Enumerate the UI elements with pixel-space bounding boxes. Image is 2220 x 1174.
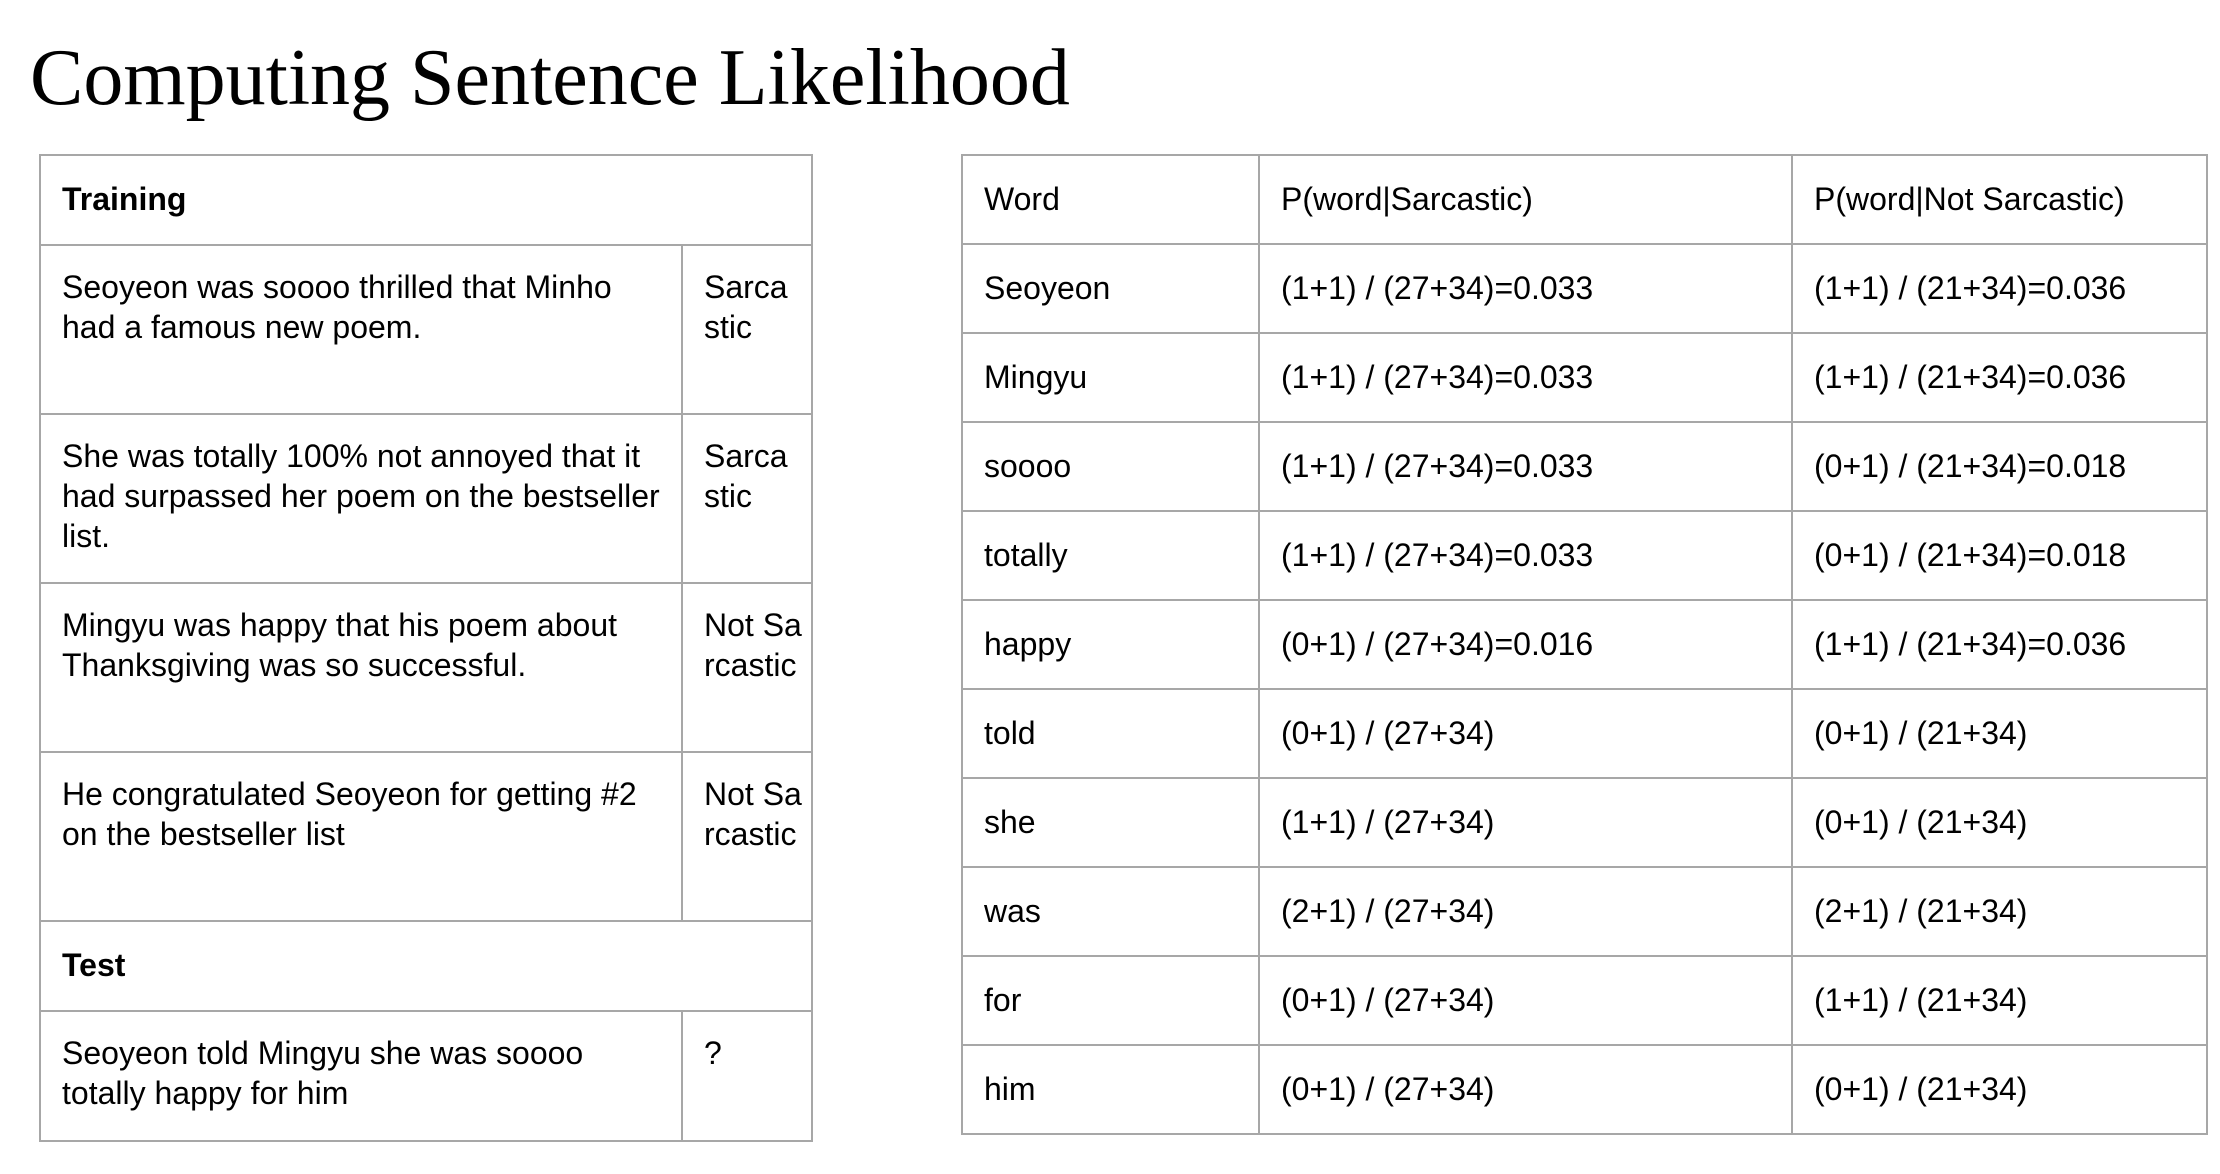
sentence-cell: She was totally 100% not annoyed that it had surpassed her poem on the bestseller list. <box>40 414 682 583</box>
table-row <box>962 778 2207 867</box>
p-not-sarcastic-cell: (1+1) / (21+34)=0.036 <box>1792 600 2207 689</box>
test-header-row <box>40 921 812 1011</box>
p-sarcastic-cell: (1+1) / (27+34)=0.033 <box>1259 422 1792 511</box>
p-not-sarcastic-cell: (1+1) / (21+34)=0.036 <box>1792 333 2207 422</box>
probability-table <box>961 154 2208 1135</box>
table-row <box>40 1011 812 1141</box>
p-sarcastic-cell: (1+1) / (27+34)=0.033 <box>1259 333 1792 422</box>
column-header: P(word|Sarcastic) <box>1259 155 1792 244</box>
training-header: Training <box>40 155 812 245</box>
training-header-row <box>40 155 812 245</box>
table-row <box>962 244 2207 333</box>
word-cell: for <box>962 956 1259 1045</box>
sentence-cell: Mingyu was happy that his poem about Thanksgiving was so successful. <box>40 583 682 752</box>
page-title: Computing Sentence Likelihood <box>30 34 1070 122</box>
sentence-cell: Seoyeon was soooo thrilled that Minho had a famous new poem. <box>40 245 682 414</box>
p-not-sarcastic-cell: (2+1) / (21+34) <box>1792 867 2207 956</box>
p-not-sarcastic-cell: (0+1) / (21+34) <box>1792 689 2207 778</box>
p-not-sarcastic-cell: (1+1) / (21+34) <box>1792 956 2207 1045</box>
word-cell: totally <box>962 511 1259 600</box>
table-row <box>40 245 812 414</box>
p-not-sarcastic-cell: (1+1) / (21+34)=0.036 <box>1792 244 2207 333</box>
label-cell: Sarcastic <box>682 414 812 583</box>
word-cell: was <box>962 867 1259 956</box>
table-row <box>962 867 2207 956</box>
header-row <box>962 155 2207 244</box>
label-cell: Sarcastic <box>682 245 812 414</box>
table-row <box>962 422 2207 511</box>
p-sarcastic-cell: (2+1) / (27+34) <box>1259 867 1792 956</box>
column-header: Word <box>962 155 1259 244</box>
table-row <box>962 511 2207 600</box>
p-sarcastic-cell: (1+1) / (27+34) <box>1259 778 1792 867</box>
test-header: Test <box>40 921 812 1011</box>
table-row <box>40 752 812 921</box>
word-cell: Seoyeon <box>962 244 1259 333</box>
p-sarcastic-cell: (1+1) / (27+34)=0.033 <box>1259 244 1792 333</box>
training-table <box>39 154 813 1142</box>
p-not-sarcastic-cell: (0+1) / (21+34)=0.018 <box>1792 511 2207 600</box>
table-row <box>962 600 2207 689</box>
sentence-cell: He congratulated Seoyeon for getting #2 on the bestseller list <box>40 752 682 921</box>
p-not-sarcastic-cell: (0+1) / (21+34)=0.018 <box>1792 422 2207 511</box>
column-header: P(word|Not Sarcastic) <box>1792 155 2207 244</box>
p-sarcastic-cell: (0+1) / (27+34)=0.016 <box>1259 600 1792 689</box>
sentence-cell: Seoyeon told Mingyu she was soooo totally happy for him <box>40 1011 682 1141</box>
word-cell: told <box>962 689 1259 778</box>
p-sarcastic-cell: (1+1) / (27+34)=0.033 <box>1259 511 1792 600</box>
word-cell: happy <box>962 600 1259 689</box>
p-sarcastic-cell: (0+1) / (27+34) <box>1259 956 1792 1045</box>
table-row <box>962 333 2207 422</box>
p-not-sarcastic-cell: (0+1) / (21+34) <box>1792 778 2207 867</box>
label-cell: Not Sarcastic <box>682 583 812 752</box>
p-sarcastic-cell: (0+1) / (27+34) <box>1259 689 1792 778</box>
table-row <box>962 1045 2207 1134</box>
table-row <box>962 689 2207 778</box>
word-cell: him <box>962 1045 1259 1134</box>
p-not-sarcastic-cell: (0+1) / (21+34) <box>1792 1045 2207 1134</box>
table-row <box>962 956 2207 1045</box>
label-cell: ? <box>682 1011 812 1141</box>
table-row <box>40 414 812 583</box>
word-cell: soooo <box>962 422 1259 511</box>
table-row <box>40 583 812 752</box>
p-sarcastic-cell: (0+1) / (27+34) <box>1259 1045 1792 1134</box>
word-cell: Mingyu <box>962 333 1259 422</box>
label-cell: Not Sarcastic <box>682 752 812 921</box>
word-cell: she <box>962 778 1259 867</box>
